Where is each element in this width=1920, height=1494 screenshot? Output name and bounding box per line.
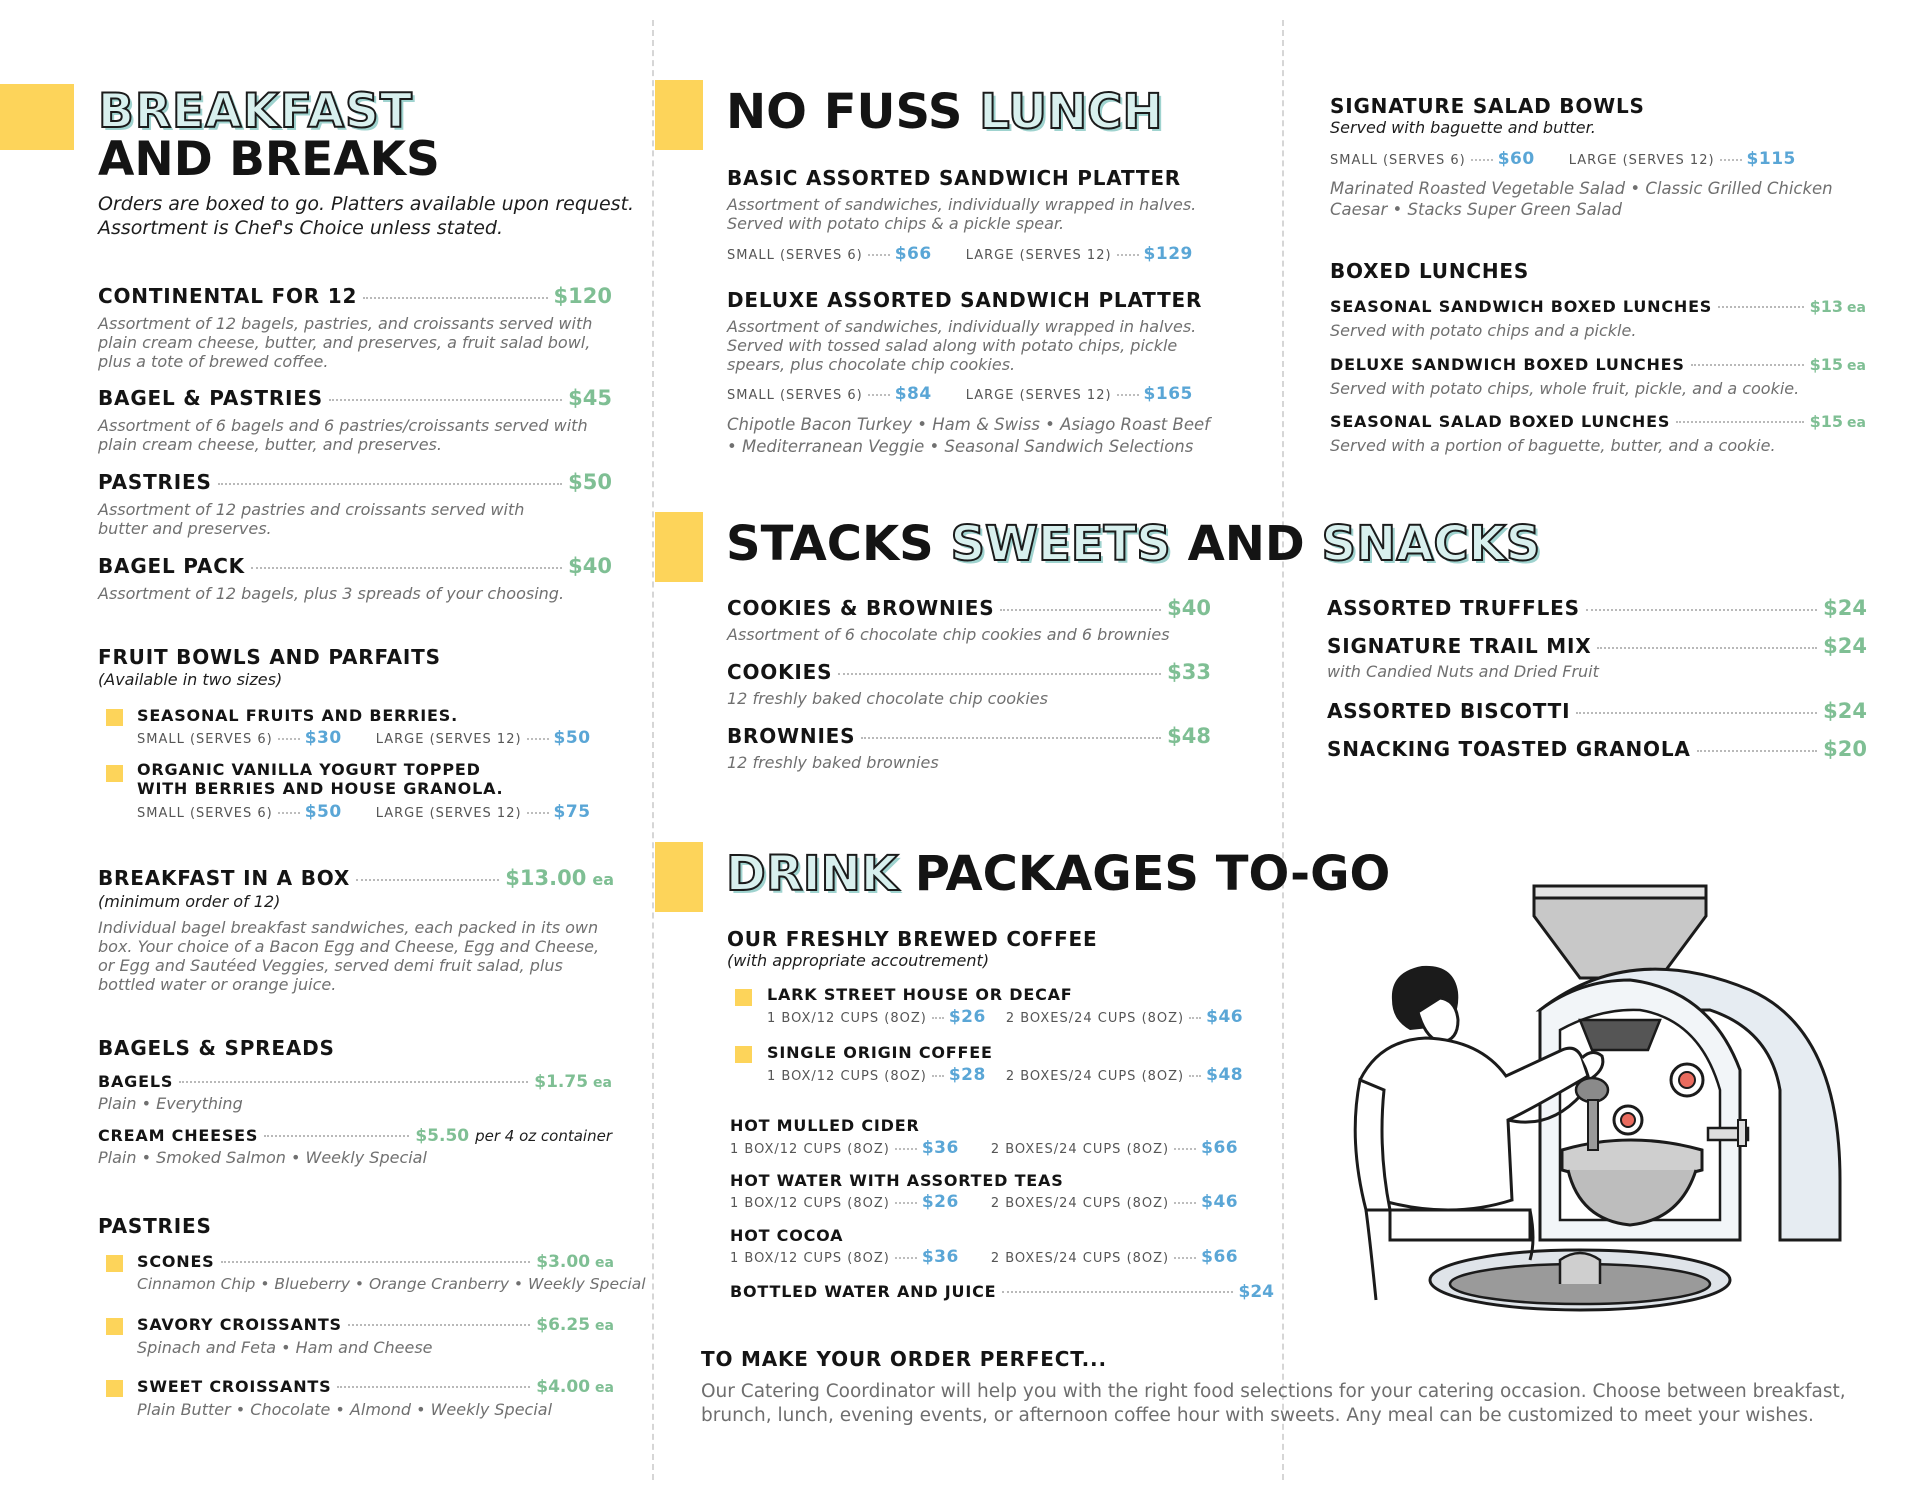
yellow-accent-bar [0, 84, 74, 150]
bullet-square [106, 1380, 123, 1397]
item-description: Plain • Smoked Salmon • Weekly Special [98, 1148, 427, 1167]
small-size-label: 1 BOX/12 CUPS (8OZ) [767, 1069, 927, 1084]
item-name: ASSORTED BISCOTTI [1327, 699, 1571, 723]
item-name: SNACKING TOASTED GRANOLA [1327, 737, 1691, 761]
large-size-label: LARGE (SERVES 12) [1568, 153, 1715, 168]
closing-text: Our Catering Coordinator will help you with the right food selections for your catering occasion. Choose between breakfast, brunch, lunch, evening events, or afternoon coffee hour with sweets. Any meal can be customized to meet your wishes. [701, 1381, 1846, 1426]
fruit-item-name [137, 760, 503, 798]
size-price-row [730, 1138, 1238, 1158]
item-price: $45 [568, 386, 612, 410]
small-size-label: SMALL (SERVES 6) [727, 248, 863, 263]
small-size-label: 1 BOX/12 CUPS (8OZ) [730, 1196, 890, 1211]
section-title-pastries: PASTRIES [98, 1214, 212, 1238]
bullet-square [106, 709, 123, 726]
item-price: $20 [1823, 737, 1867, 761]
item-name: CONTINENTAL FOR 12 [98, 284, 358, 308]
item-name: SIGNATURE TRAIL MIX [1327, 634, 1592, 658]
small-size-price: $26 [948, 1007, 986, 1027]
menu-item-row [137, 1377, 614, 1397]
menu-item-row [1330, 355, 1866, 374]
drinks-title-solid: PACKAGES TO-GO [914, 846, 1391, 902]
item-description: Individual bagel breakfast sandwiches, each packed in its own box. Your choice of a Bacon Egg and Cheese, Egg and Cheese, or Egg and Sautéed Veggies, served demi fruit salad, plus bottled water or orange juice. [98, 918, 600, 994]
item-name: COOKIES & BROWNIES [727, 596, 995, 620]
item-price: $3.00 [536, 1252, 591, 1272]
menu-item-row [727, 660, 1211, 684]
menu-item-row [727, 724, 1211, 748]
item-price: $50 [568, 470, 612, 494]
size-price-row [137, 728, 591, 748]
item-description: with Candied Nuts and Dried Fruit [1327, 662, 1599, 681]
menu-item-row [1330, 297, 1866, 316]
item-name: BOTTLED WATER AND JUICE [730, 1282, 997, 1301]
small-size-label: 1 BOX/12 CUPS (8OZ) [767, 1011, 927, 1026]
drink-item-name: HOT COCOA [730, 1226, 844, 1245]
large-size-label: LARGE (SERVES 12) [375, 806, 522, 821]
small-size-price: $36 [921, 1138, 959, 1158]
item-description: Spinach and Feta • Ham and Cheese [137, 1338, 433, 1357]
item-description: Assortment of 12 bagels, plus 3 spreads of your choosing. [98, 584, 565, 603]
bullet-square [106, 1318, 123, 1335]
item-description: Cinnamon Chip • Blueberry • Orange Cranberry • Weekly Special [137, 1275, 646, 1293]
item-name: SWEET CROISSANTS [137, 1377, 332, 1396]
platter-description: Assortment of sandwiches, individually wrapped in halves. Served with tossed salad along with potato chips, pickle spears, plus chocolate chip cookies. [727, 317, 1197, 374]
item-price: $24 [1823, 634, 1867, 658]
small-size-price: $36 [921, 1247, 959, 1267]
size-price-row [767, 1007, 1243, 1027]
item-name: DELUXE SANDWICH BOXED LUNCHES [1330, 355, 1685, 374]
sweets-title-part-1: STACKS [726, 516, 934, 572]
menu-item-row [98, 470, 612, 494]
lunch-title [726, 84, 1163, 140]
menu-item-row [98, 554, 612, 578]
item-name: BREAKFAST IN A BOX [98, 866, 351, 890]
item-price: $6.25 [536, 1315, 591, 1335]
item-description: Assortment of 6 bagels and 6 pastries/croissants served with plain cream cheese, butter, and preserves. [98, 416, 588, 454]
large-size-price: $115 [1746, 149, 1796, 169]
platter-name: DELUXE ASSORTED SANDWICH PLATTER [727, 288, 1203, 312]
coffee-roaster-illustration [1330, 880, 1870, 1320]
item-price: $5.50 [415, 1126, 470, 1146]
section-subtitle-coffee: (with appropriate accoutrement) [727, 951, 990, 970]
large-size-price: $75 [553, 802, 591, 822]
sweets-title-part-3: AND [1187, 516, 1305, 572]
item-price: $13.00 [505, 866, 587, 890]
item-price: $24 [1823, 699, 1867, 723]
item-price: $4.00 [536, 1377, 591, 1397]
large-size-price: $50 [553, 728, 591, 748]
menu-item-row [137, 1252, 614, 1272]
item-price-unit: ea [1847, 415, 1866, 431]
large-size-label: 2 BOXES/24 CUPS (8OZ) [1005, 1069, 1185, 1084]
drink-item-name: HOT MULLED CIDER [730, 1116, 920, 1135]
large-size-label: LARGE (SERVES 12) [965, 388, 1112, 403]
section-subtitle-salad: Served with baguette and butter. [1330, 118, 1596, 137]
menu-item-row [730, 1282, 1274, 1302]
fruit-item-name: SEASONAL FRUITS AND BERRIES. [137, 706, 458, 725]
item-subtitle: (minimum order of 12) [98, 892, 281, 911]
item-price-unit: ea [592, 870, 614, 889]
item-price-unit: ea [595, 1255, 614, 1271]
sweets-title [726, 516, 1541, 572]
salad-description: Marinated Roasted Vegetable Salad • Classic Grilled Chicken Caesar • Stacks Super Green Salad [1330, 179, 1833, 219]
menu-item-row [1330, 412, 1866, 431]
menu-item-row [98, 284, 612, 308]
item-name: COOKIES [727, 660, 833, 684]
item-price: $40 [1167, 596, 1211, 620]
item-price: $13 [1809, 297, 1844, 316]
drink-item-name: HOT WATER WITH ASSORTED TEAS [730, 1171, 1064, 1190]
platter-name: BASIC ASSORTED SANDWICH PLATTER [727, 166, 1182, 190]
menu-item-row [1327, 699, 1867, 723]
large-size-price: $66 [1201, 1247, 1239, 1267]
platter-sandwich-list: Chipotle Bacon Turkey • Ham & Swiss • Asiago Roast Beef • Mediterranean Veggie • Seasonal Sandwich Selections [727, 415, 1210, 456]
bullet-square [106, 1255, 123, 1272]
item-description: Served with potato chips, whole fruit, pickle, and a cookie. [1330, 379, 1800, 398]
section-title-coffee: OUR FRESHLY BREWED COFFEE [727, 927, 1098, 951]
small-size-price: $26 [921, 1192, 959, 1212]
item-description: Served with a portion of baguette, butter, and a cookie. [1330, 436, 1776, 455]
menu-item-row [98, 1126, 612, 1146]
yellow-accent-bar [655, 512, 703, 582]
large-size-price: $129 [1143, 244, 1193, 264]
bullet-square [106, 765, 123, 782]
breakfast-intro [98, 192, 634, 240]
platter-description: Assortment of sandwiches, individually wrapped in halves. Served with potato chips & a pickle spear. [727, 195, 1197, 233]
size-price-row [730, 1192, 1238, 1212]
item-name: BAGELS [98, 1072, 174, 1091]
menu-item-row [1327, 596, 1867, 620]
section-title-fruit: FRUIT BOWLS AND PARFAITS [98, 645, 441, 669]
large-size-label: 2 BOXES/24 CUPS (8OZ) [990, 1196, 1170, 1211]
menu-item-row [98, 386, 612, 410]
small-size-price: $66 [894, 244, 932, 264]
breakfast-intro-line-1: Orders are boxed to go. Platters available upon request. [98, 193, 635, 215]
size-price-row [730, 1247, 1238, 1267]
item-price: $15 [1809, 355, 1844, 374]
bullet-square [735, 989, 752, 1006]
column-divider-left [652, 20, 654, 1480]
item-price: $48 [1167, 724, 1211, 748]
yellow-accent-bar [655, 842, 703, 912]
item-description: Served with potato chips and a pickle. [1330, 321, 1637, 340]
item-name: SCONES [137, 1252, 215, 1271]
item-name: SAVORY CROISSANTS [137, 1315, 342, 1334]
item-description: Assortment of 6 chocolate chip cookies and 6 brownies [727, 625, 1170, 644]
sweets-title-part-2: SWEETS [950, 516, 1171, 572]
menu-item-row [727, 596, 1211, 620]
item-price-unit: ea [595, 1318, 614, 1334]
item-name: CREAM CHEESES [98, 1126, 259, 1145]
item-name: SEASONAL SALAD BOXED LUNCHES [1330, 412, 1671, 431]
item-name: BROWNIES [727, 724, 856, 748]
small-size-label: SMALL (SERVES 6) [137, 806, 273, 821]
fruit-item-name-line-1: ORGANIC VANILLA YOGURT TOPPED [137, 760, 481, 779]
size-price-row [1330, 149, 1796, 169]
breakfast-intro-line-2: Assortment is Chef's Choice unless stated. [98, 217, 503, 239]
large-size-label: LARGE (SERVES 12) [375, 732, 522, 747]
size-price-row [727, 384, 1193, 404]
large-size-label: 2 BOXES/24 CUPS (8OZ) [990, 1142, 1170, 1157]
item-description: Plain Butter • Chocolate • Almond • Weekly Special [137, 1400, 553, 1419]
item-price: $15 [1809, 412, 1844, 431]
fruit-item-name-line-2: WITH BERRIES AND HOUSE GRANOLA. [137, 779, 504, 798]
sweets-title-part-4: SNACKS [1321, 516, 1541, 572]
drinks-title [726, 846, 1391, 902]
menu-item-row [1327, 737, 1867, 761]
item-price: $24 [1238, 1282, 1274, 1302]
small-size-price: $84 [894, 384, 932, 404]
lunch-title-solid: NO FUSS [726, 84, 963, 140]
small-size-label: SMALL (SERVES 6) [137, 732, 273, 747]
small-size-price: $30 [304, 728, 342, 748]
item-name: SEASONAL SANDWICH BOXED LUNCHES [1330, 297, 1713, 316]
item-price-unit: ea [593, 1075, 612, 1091]
breakfast-title-solid: AND BREAKS [98, 132, 440, 187]
small-size-label: SMALL (SERVES 6) [727, 388, 863, 403]
large-size-label: LARGE (SERVES 12) [965, 248, 1112, 263]
large-size-label: 2 BOXES/24 CUPS (8OZ) [990, 1251, 1170, 1266]
section-title-boxed: BOXED LUNCHES [1330, 259, 1530, 283]
item-price: $1.75 [534, 1072, 589, 1092]
large-size-price: $66 [1201, 1138, 1239, 1158]
item-description: Assortment of 12 pastries and croissants served with butter and preserves. [98, 500, 525, 538]
item-description: 12 freshly baked brownies [727, 753, 939, 772]
item-price: $40 [568, 554, 612, 578]
section-title-salad: SIGNATURE SALAD BOWLS [1330, 94, 1645, 118]
drinks-title-outline: DRINK [726, 846, 899, 902]
item-price-unit: ea [1847, 300, 1866, 316]
bullet-square [735, 1046, 752, 1063]
large-size-price: $165 [1143, 384, 1193, 404]
large-size-label: 2 BOXES/24 CUPS (8OZ) [1005, 1011, 1185, 1026]
item-name: BAGEL & PASTRIES [98, 386, 323, 410]
item-price: $33 [1167, 660, 1211, 684]
item-price: $120 [553, 284, 612, 308]
small-size-label: 1 BOX/12 CUPS (8OZ) [730, 1251, 890, 1266]
size-price-row [767, 1065, 1243, 1085]
item-price-unit: ea [595, 1380, 614, 1396]
section-title-bagels: BAGELS & SPREADS [98, 1036, 335, 1060]
item-name: PASTRIES [98, 470, 212, 494]
yellow-accent-bar [655, 80, 703, 150]
section-subtitle-fruit: (Available in two sizes) [98, 670, 283, 689]
item-name: BAGEL PACK [98, 554, 245, 578]
menu-item-row [98, 866, 614, 890]
item-price-unit: ea [1847, 358, 1866, 374]
menu-item-row [1327, 634, 1867, 658]
coffee-item-name: LARK STREET HOUSE OR DECAF [767, 985, 1073, 1004]
menu-item-row [137, 1315, 614, 1335]
small-size-label: SMALL (SERVES 6) [1330, 153, 1466, 168]
closing-title: TO MAKE YOUR ORDER PERFECT... [701, 1347, 1107, 1371]
small-size-label: 1 BOX/12 CUPS (8OZ) [730, 1142, 890, 1157]
item-description: 12 freshly baked chocolate chip cookies [727, 689, 1048, 708]
item-price-unit: per 4 oz container [475, 1127, 612, 1145]
small-size-price: $28 [948, 1065, 986, 1085]
small-size-price: $60 [1497, 149, 1535, 169]
small-size-price: $50 [304, 802, 342, 822]
large-size-price: $46 [1201, 1192, 1239, 1212]
item-name: ASSORTED TRUFFLES [1327, 596, 1580, 620]
coffee-item-name: SINGLE ORIGIN COFFEE [767, 1043, 993, 1062]
breakfast-title-outline: BREAKFAST [98, 84, 413, 139]
item-description: Assortment of 12 bagels, pastries, and croissants served with plain cream cheese, butter, and preserves, a fruit salad bowl, plus a tote of brewed coffee. [98, 314, 593, 371]
lunch-title-outline: LUNCH [979, 84, 1163, 140]
item-description: Plain • Everything [98, 1094, 243, 1113]
large-size-price: $48 [1206, 1065, 1244, 1085]
menu-item-row [98, 1072, 612, 1092]
column-divider-right [1282, 20, 1284, 1480]
size-price-row [137, 802, 591, 822]
size-price-row [727, 244, 1193, 264]
item-price: $24 [1823, 596, 1867, 620]
large-size-price: $46 [1206, 1007, 1244, 1027]
